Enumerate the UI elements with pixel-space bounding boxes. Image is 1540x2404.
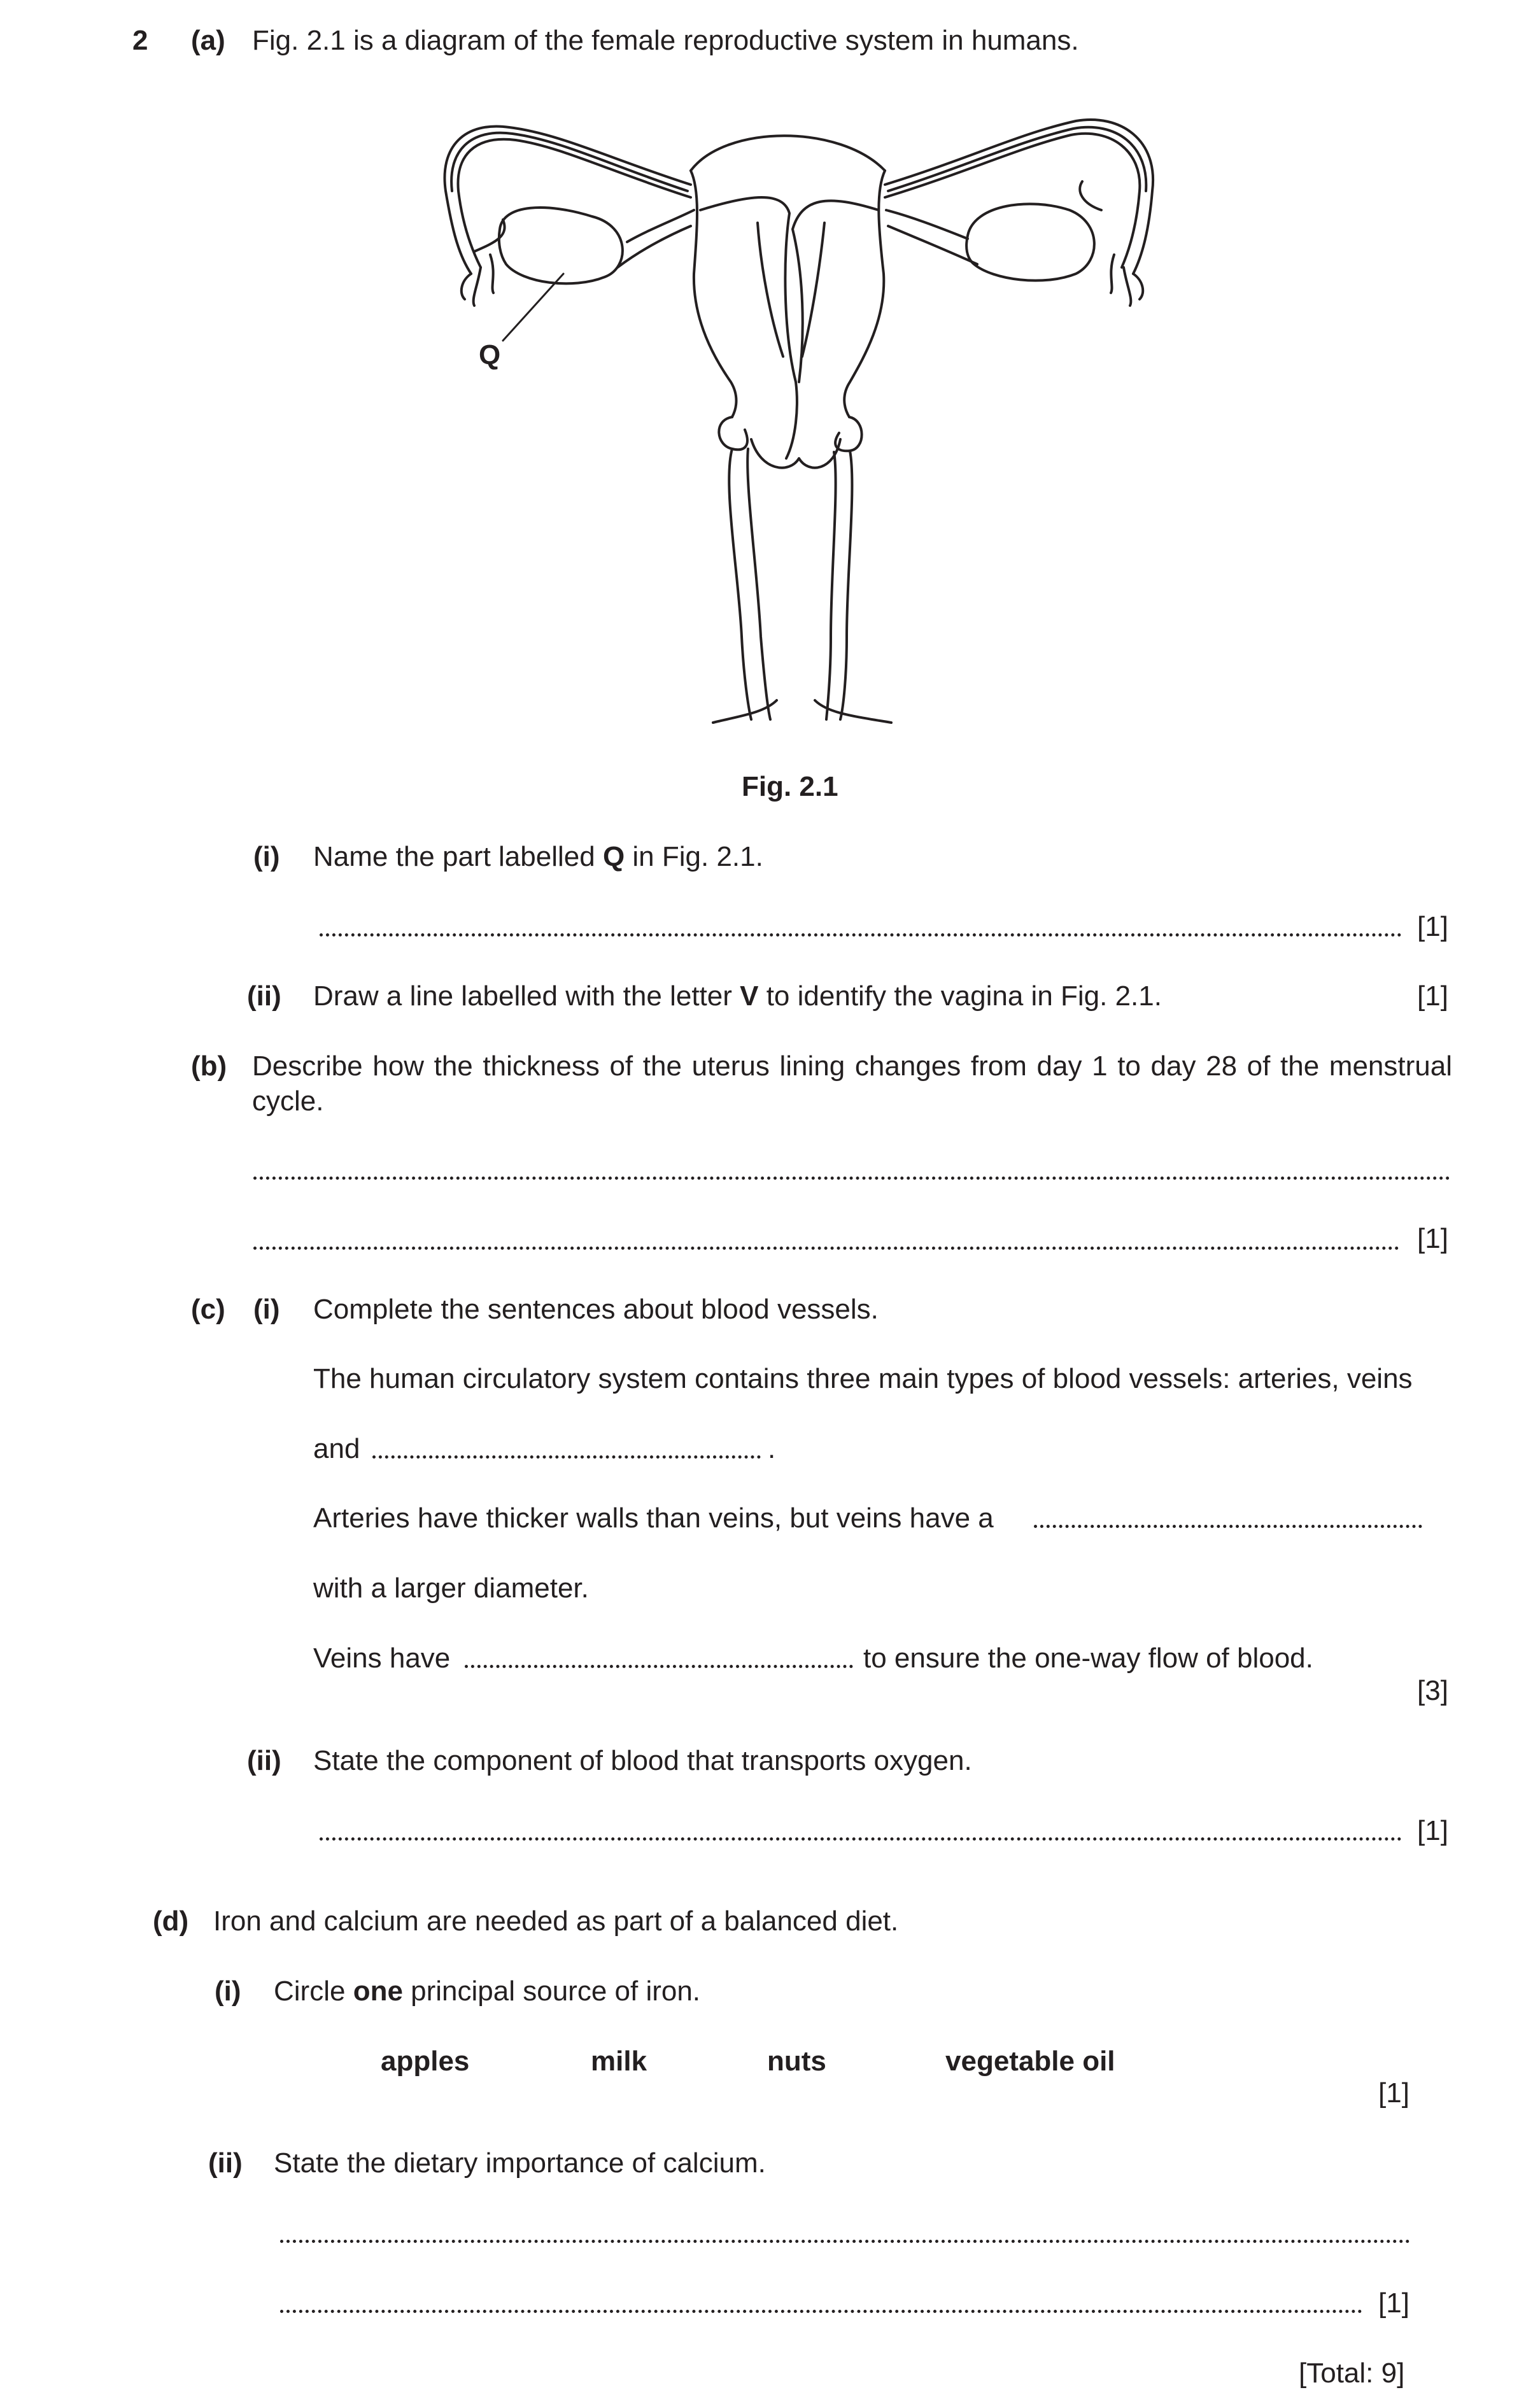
right-ovary — [966, 204, 1094, 280]
left-ligament-lower — [618, 226, 691, 267]
uterus-left-wall — [691, 171, 737, 417]
figure-label-q: Q — [479, 339, 501, 371]
figure-caption: Fig. 2.1 — [742, 771, 838, 802]
part-c-i-sentence-2-pre: and — [313, 1433, 360, 1464]
uterus-right-wall — [844, 171, 885, 417]
part-d-label: (d) — [153, 1906, 189, 1937]
part-c-label: (c) — [191, 1294, 225, 1325]
part-a-intro: Fig. 2.1 is a diagram of the female reproductive system in humans. — [252, 25, 1079, 56]
part-d-ii-question: State the dietary importance of calcium. — [274, 2147, 766, 2179]
answer-line-d-ii-1[interactable] — [280, 2240, 1410, 2243]
part-a-ii-question — [313, 979, 1162, 1014]
part-d-intro: Iron and calcium are needed as part of a balanced diet. — [213, 1906, 899, 1937]
option-milk[interactable]: milk — [591, 2046, 647, 2077]
right-ovarian-ligament — [886, 210, 968, 239]
female-reproductive-system-diagram — [407, 89, 1171, 739]
part-c-i-instruction: Complete the sentences about blood vessels. — [313, 1294, 879, 1325]
option-vegetable-oil[interactable]: vegetable oil — [945, 2046, 1115, 2077]
part-d-i-question — [274, 1974, 700, 2009]
left-ovary — [499, 208, 623, 283]
part-a-i-question — [313, 839, 763, 874]
answer-line-b-1[interactable] — [253, 1177, 1450, 1180]
part-a-i-text-post: in Fig. 2.1. — [625, 841, 763, 872]
part-d-ii-label: (ii) — [208, 2147, 243, 2179]
blank-c-i-2[interactable] — [1034, 1525, 1422, 1528]
right-fimbriae — [1080, 181, 1143, 306]
part-a-i-label: (i) — [253, 841, 280, 872]
part-c-i-sentence-4: with a larger diameter. — [313, 1573, 589, 1604]
part-c-i-sentence-5-pre: Veins have — [313, 1643, 451, 1674]
part-c-i-label: (i) — [253, 1294, 280, 1325]
label-q-pointer — [503, 274, 563, 341]
mark-b: [1] — [1417, 1223, 1448, 1254]
part-c-ii-question: State the component of blood that transports oxygen. — [313, 1745, 972, 1776]
part-c-ii-label: (ii) — [247, 1745, 281, 1776]
part-a-ii-text-bold: V — [740, 980, 759, 1012]
part-c-i-sentence-5-post: to ensure the one-way flow of blood. — [863, 1643, 1313, 1674]
left-ovarian-ligament — [627, 210, 694, 242]
part-c-i-sentence-2-post: . — [768, 1433, 776, 1464]
blank-c-i-3[interactable] — [465, 1665, 853, 1668]
vaginal-opening — [713, 700, 891, 723]
cervix-canal — [751, 439, 840, 468]
left-fallopian-tube-inner — [458, 139, 691, 267]
part-d-i-text-post: principal source of iron. — [402, 1976, 701, 2007]
total-marks: [Total: 9] — [1299, 2358, 1405, 2389]
part-d-i-label: (i) — [215, 1976, 241, 2007]
part-a-ii-text-pre: Draw a line labelled with the letter — [313, 980, 740, 1012]
right-fallopian-tube-inner — [885, 134, 1140, 267]
part-c-i-sentence-3-pre: Arteries have thicker walls than veins, but veins have a — [313, 1502, 994, 1534]
right-ligament-lower — [888, 226, 977, 264]
part-d-i-text-pre: Circle — [274, 1976, 353, 2007]
part-a-ii-label: (ii) — [247, 980, 281, 1012]
part-c-i-sentence-1: The human circulatory system contains three main types of blood vessels: arteries, veins — [313, 1363, 1413, 1394]
part-b-label: (b) — [191, 1050, 227, 1082]
vagina-outer-right — [840, 451, 852, 719]
question-number: 2 — [132, 25, 148, 56]
vagina-inner-left — [747, 449, 770, 719]
mark-d-ii: [1] — [1378, 2287, 1409, 2319]
mark-c-i: [3] — [1417, 1675, 1448, 1706]
cavity-detail-left — [758, 223, 783, 357]
right-fallopian-tube — [885, 120, 1153, 274]
part-a-label: (a) — [191, 25, 225, 56]
cavity-detail-right — [802, 223, 824, 357]
part-b-question: Describe how the thickness of the uterus lining changes from day 1 to day 28 of the menstrual cycle. — [252, 1050, 1452, 1117]
answer-line-b-2[interactable] — [253, 1247, 1399, 1250]
part-a-ii-text-post: to identify the vagina in Fig. 2.1. — [758, 980, 1162, 1012]
option-apples[interactable]: apples — [381, 2046, 470, 2077]
part-d-i-text-bold: one — [353, 1976, 403, 2007]
mark-a-i: [1] — [1417, 911, 1448, 942]
mark-d-i: [1] — [1378, 2077, 1409, 2109]
answer-line-a-i[interactable] — [320, 933, 1402, 937]
mark-a-ii: [1] — [1417, 980, 1448, 1012]
option-nuts[interactable]: nuts — [767, 2046, 826, 2077]
part-a-i-text-pre: Name the part labelled — [313, 841, 603, 872]
uterus-fundus — [691, 136, 885, 171]
mark-c-ii: [1] — [1417, 1815, 1448, 1846]
vagina-inner-right — [826, 452, 836, 719]
cervix-left — [719, 417, 747, 449]
part-a-i-text-bold: Q — [602, 841, 625, 872]
answer-line-d-ii-2[interactable] — [280, 2310, 1362, 2313]
answer-line-c-ii[interactable] — [320, 1837, 1402, 1841]
blank-c-i-1[interactable] — [372, 1455, 761, 1459]
